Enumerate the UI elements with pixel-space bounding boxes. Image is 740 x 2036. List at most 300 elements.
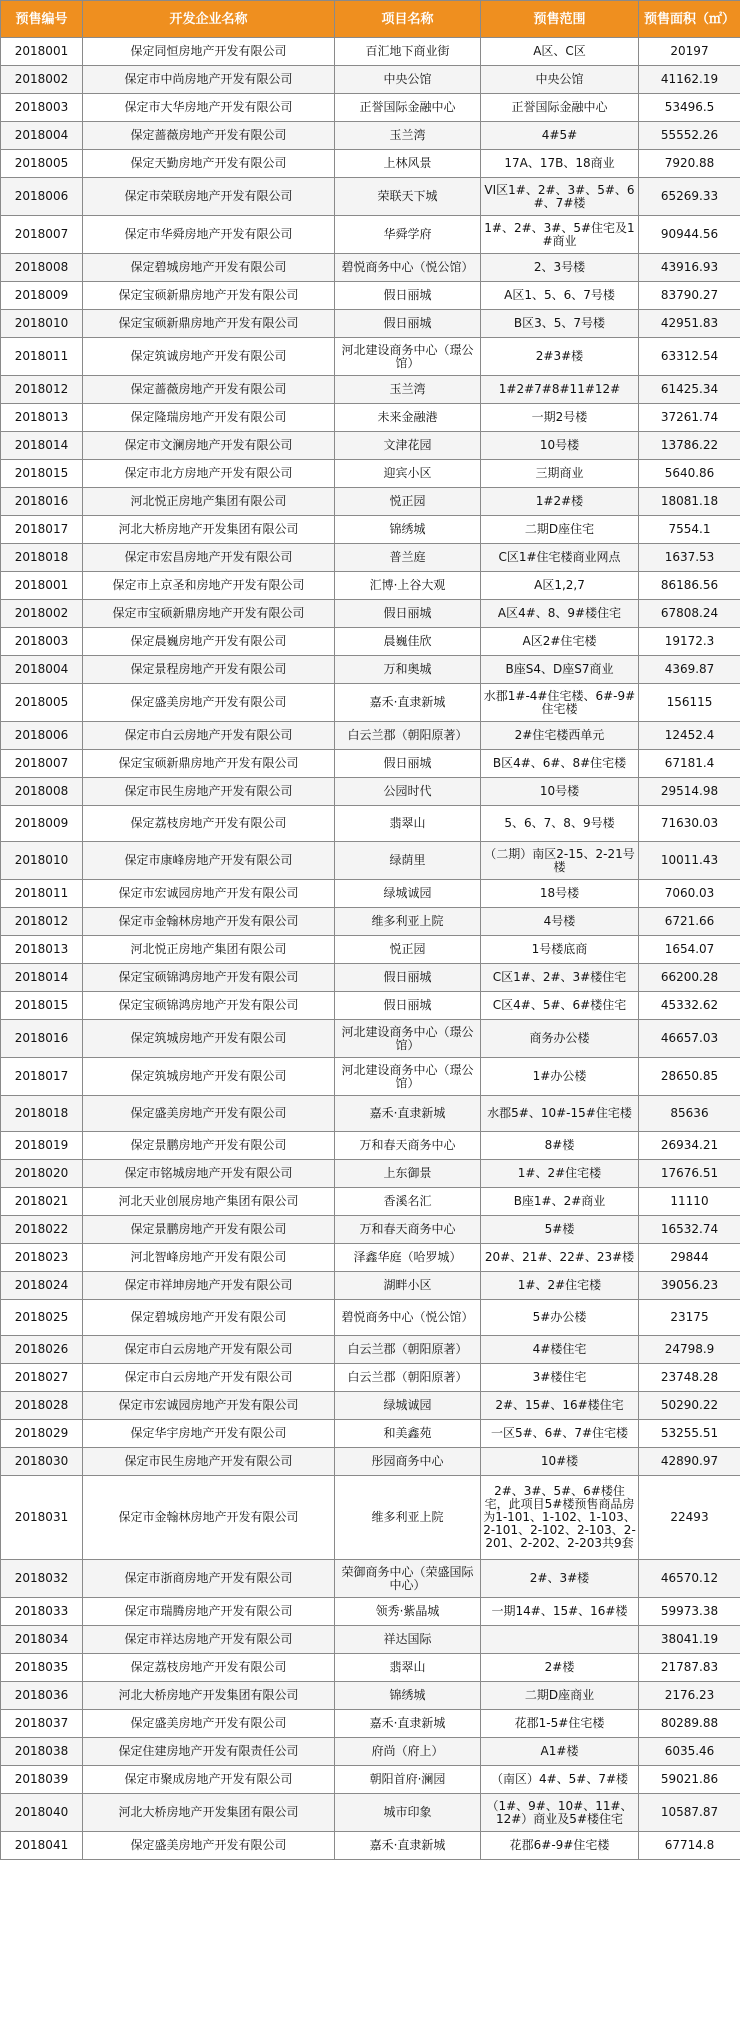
cell-project: 府尚（府上）: [335, 1738, 481, 1766]
cell-project: 汇博·上谷大观: [335, 572, 481, 600]
cell-area: 6035.46: [639, 1738, 740, 1766]
table-row: [1, 432, 740, 460]
cell-scope: 中央公馆: [481, 66, 639, 94]
cell-project: 荣御商务中心（荣盛国际中心）: [335, 1560, 481, 1598]
cell-presale-id: 2018023: [1, 1244, 83, 1272]
table-row: [1, 656, 740, 684]
cell-scope: （南区）4#、5#、7#楼: [481, 1766, 639, 1794]
cell-scope: 正誉国际金融中心: [481, 94, 639, 122]
cell-presale-id: 2018012: [1, 376, 83, 404]
cell-project: 维多利亚上院: [335, 908, 481, 936]
cell-company: 保定市祥坤房地产开发有限公司: [83, 1272, 335, 1300]
cell-scope: 17A、17B、18商业: [481, 150, 639, 178]
cell-presale-id: 2018040: [1, 1794, 83, 1832]
cell-presale-id: 2018014: [1, 432, 83, 460]
cell-area: 16532.74: [639, 1216, 740, 1244]
cell-presale-id: 2018013: [1, 936, 83, 964]
cell-company: 保定盛美房地产开发有限公司: [83, 1832, 335, 1860]
cell-project: 晨巍佳欣: [335, 628, 481, 656]
cell-company: 保定市白云房地产开发有限公司: [83, 1364, 335, 1392]
table-row: [1, 1448, 740, 1476]
table-row: [1, 216, 740, 254]
cell-presale-id: 2018004: [1, 122, 83, 150]
cell-area: 45332.62: [639, 992, 740, 1020]
cell-company: 保定宝硕锦鸿房地产开发有限公司: [83, 964, 335, 992]
cell-project: 绿城诚园: [335, 1392, 481, 1420]
table-row: [1, 1132, 740, 1160]
cell-scope: 1#办公楼: [481, 1058, 639, 1096]
table-row: [1, 1766, 740, 1794]
cell-scope: VI区1#、2#、3#、5#、6#、7#楼: [481, 178, 639, 216]
table-row: [1, 150, 740, 178]
cell-project: 和美鑫苑: [335, 1420, 481, 1448]
cell-project: 假日丽城: [335, 282, 481, 310]
cell-project: 荣联天下城: [335, 178, 481, 216]
cell-area: 86186.56: [639, 572, 740, 600]
cell-scope: C区1#住宅楼商业网点: [481, 544, 639, 572]
cell-presale-id: 2018014: [1, 964, 83, 992]
cell-company: 河北天业创展房地产集团有限公司: [83, 1188, 335, 1216]
cell-project: 迎宾小区: [335, 460, 481, 488]
table-row: [1, 1710, 740, 1738]
cell-company: 保定盛美房地产开发有限公司: [83, 1096, 335, 1132]
cell-project: 锦绣城: [335, 1682, 481, 1710]
cell-area: 7920.88: [639, 150, 740, 178]
table-row: [1, 338, 740, 376]
cell-scope: 水郡1#-4#住宅楼、6#-9#住宅楼: [481, 684, 639, 722]
cell-scope: 商务办公楼: [481, 1020, 639, 1058]
cell-company: 保定景鹏房地产开发有限公司: [83, 1216, 335, 1244]
header-project: 项目名称: [335, 1, 481, 38]
cell-project: 绿荫里: [335, 842, 481, 880]
cell-company: 河北悦正房地产集团有限公司: [83, 936, 335, 964]
cell-area: 11110: [639, 1188, 740, 1216]
cell-area: 4369.87: [639, 656, 740, 684]
cell-presale-id: 2018027: [1, 1364, 83, 1392]
cell-company: 保定荔枝房地产开发有限公司: [83, 1654, 335, 1682]
table-row: [1, 544, 740, 572]
cell-presale-id: 2018010: [1, 310, 83, 338]
cell-scope: 5、6、7、8、9号楼: [481, 806, 639, 842]
cell-area: 6721.66: [639, 908, 740, 936]
cell-company: 保定市文澜房地产开发有限公司: [83, 432, 335, 460]
cell-scope: 2#、3#楼: [481, 1560, 639, 1598]
cell-company: 保定景程房地产开发有限公司: [83, 656, 335, 684]
cell-scope: C区1#、2#、3#楼住宅: [481, 964, 639, 992]
cell-scope: 20#、21#、22#、23#楼: [481, 1244, 639, 1272]
cell-scope: 3#楼住宅: [481, 1364, 639, 1392]
cell-presale-id: 2018036: [1, 1682, 83, 1710]
cell-project: 嘉禾·直隶新城: [335, 1710, 481, 1738]
cell-area: 38041.19: [639, 1626, 740, 1654]
cell-project: 正誉国际金融中心: [335, 94, 481, 122]
table-row: [1, 806, 740, 842]
cell-project: 翡翠山: [335, 806, 481, 842]
cell-scope: 2、3号楼: [481, 254, 639, 282]
cell-scope: C区4#、5#、6#楼住宅: [481, 992, 639, 1020]
cell-scope: 1#2#楼: [481, 488, 639, 516]
cell-area: 59973.38: [639, 1598, 740, 1626]
cell-scope: A区、C区: [481, 38, 639, 66]
cell-area: 67808.24: [639, 600, 740, 628]
cell-presale-id: 2018022: [1, 1216, 83, 1244]
table-row: [1, 778, 740, 806]
cell-area: 23175: [639, 1300, 740, 1336]
cell-area: 29514.98: [639, 778, 740, 806]
cell-presale-id: 2018009: [1, 282, 83, 310]
cell-presale-id: 2018031: [1, 1476, 83, 1560]
cell-area: 42890.97: [639, 1448, 740, 1476]
cell-area: 7554.1: [639, 516, 740, 544]
cell-presale-id: 2018016: [1, 488, 83, 516]
cell-project: 锦绣城: [335, 516, 481, 544]
cell-project: 白云兰郡（朝阳原著）: [335, 722, 481, 750]
cell-presale-id: 2018015: [1, 992, 83, 1020]
cell-presale-id: 2018029: [1, 1420, 83, 1448]
cell-project: 香溪名汇: [335, 1188, 481, 1216]
cell-area: 43916.93: [639, 254, 740, 282]
cell-company: 保定市聚成房地产开发有限公司: [83, 1766, 335, 1794]
cell-company: 保定市康峰房地产开发有限公司: [83, 842, 335, 880]
table-row: [1, 880, 740, 908]
cell-company: 保定华宇房地产开发有限公司: [83, 1420, 335, 1448]
cell-company: 保定市浙商房地产开发有限公司: [83, 1560, 335, 1598]
cell-company: 保定盛美房地产开发有限公司: [83, 684, 335, 722]
cell-scope: 三期商业: [481, 460, 639, 488]
cell-presale-id: 2018004: [1, 656, 83, 684]
cell-presale-id: 2018024: [1, 1272, 83, 1300]
cell-presale-id: 2018010: [1, 842, 83, 880]
cell-area: 66200.28: [639, 964, 740, 992]
table-body: [1, 38, 740, 1860]
table-row: [1, 1738, 740, 1766]
table-row: [1, 908, 740, 936]
table-row: [1, 1096, 740, 1132]
header-area: 预售面积（㎡）: [639, 1, 740, 38]
cell-scope: 4号楼: [481, 908, 639, 936]
cell-area: 17676.51: [639, 1160, 740, 1188]
cell-scope: 8#楼: [481, 1132, 639, 1160]
table-row: [1, 1272, 740, 1300]
cell-scope: 二期D座商业: [481, 1682, 639, 1710]
cell-presale-id: 2018028: [1, 1392, 83, 1420]
cell-area: 156115: [639, 684, 740, 722]
cell-company: 河北大桥房地产开发集团有限公司: [83, 1682, 335, 1710]
cell-presale-id: 2018015: [1, 460, 83, 488]
cell-presale-id: 2018007: [1, 750, 83, 778]
cell-project: 白云兰郡（朝阳原著）: [335, 1336, 481, 1364]
cell-scope: 2#住宅楼西单元: [481, 722, 639, 750]
cell-area: 61425.34: [639, 376, 740, 404]
cell-scope: 10号楼: [481, 778, 639, 806]
cell-project: 河北建设商务中心（璟公馆）: [335, 338, 481, 376]
cell-scope: 花郡1-5#住宅楼: [481, 1710, 639, 1738]
cell-presale-id: 2018025: [1, 1300, 83, 1336]
cell-area: 46657.03: [639, 1020, 740, 1058]
cell-scope: 一期2号楼: [481, 404, 639, 432]
cell-project: 嘉禾·直隶新城: [335, 1832, 481, 1860]
cell-scope: B区3、5、7号楼: [481, 310, 639, 338]
cell-area: 71630.03: [639, 806, 740, 842]
cell-project: 万和奥城: [335, 656, 481, 684]
table-row: [1, 722, 740, 750]
cell-company: 河北悦正房地产集团有限公司: [83, 488, 335, 516]
cell-project: 城市印象: [335, 1794, 481, 1832]
cell-project: 假日丽城: [335, 600, 481, 628]
cell-project: 上东御景: [335, 1160, 481, 1188]
cell-company: 保定筑城房地产开发有限公司: [83, 1058, 335, 1096]
table-row: [1, 1364, 740, 1392]
cell-presale-id: 2018011: [1, 338, 83, 376]
cell-area: 1637.53: [639, 544, 740, 572]
cell-project: 河北建设商务中心（璟公馆）: [335, 1020, 481, 1058]
cell-project: 碧悦商务中心（悦公馆）: [335, 1300, 481, 1336]
cell-area: 12452.4: [639, 722, 740, 750]
cell-company: 保定市荣联房地产开发有限公司: [83, 178, 335, 216]
cell-project: 泽鑫华庭（哈罗城）: [335, 1244, 481, 1272]
cell-presale-id: 2018009: [1, 806, 83, 842]
cell-company: 保定筑诚房地产开发有限公司: [83, 338, 335, 376]
cell-scope: 5#楼: [481, 1216, 639, 1244]
cell-project: 万和春天商务中心: [335, 1216, 481, 1244]
cell-presale-id: 2018012: [1, 908, 83, 936]
cell-company: 保定盛美房地产开发有限公司: [83, 1710, 335, 1738]
cell-presale-id: 2018026: [1, 1336, 83, 1364]
cell-project: 万和春天商务中心: [335, 1132, 481, 1160]
cell-company: 保定市祥达房地产开发有限公司: [83, 1626, 335, 1654]
cell-presale-id: 2018017: [1, 1058, 83, 1096]
table-row: [1, 122, 740, 150]
cell-presale-id: 2018008: [1, 254, 83, 282]
cell-scope: A区2#住宅楼: [481, 628, 639, 656]
cell-presale-id: 2018038: [1, 1738, 83, 1766]
cell-presale-id: 2018032: [1, 1560, 83, 1598]
cell-presale-id: 2018017: [1, 516, 83, 544]
cell-company: 保定市北方房地产开发有限公司: [83, 460, 335, 488]
cell-project: 玉兰湾: [335, 376, 481, 404]
cell-project: 悦正园: [335, 936, 481, 964]
table-row: [1, 94, 740, 122]
cell-company: 保定市中尚房地产开发有限公司: [83, 66, 335, 94]
table-row: [1, 282, 740, 310]
cell-project: 假日丽城: [335, 310, 481, 338]
cell-area: 63312.54: [639, 338, 740, 376]
cell-presale-id: 2018041: [1, 1832, 83, 1860]
table-row: [1, 1336, 740, 1364]
cell-presale-id: 2018019: [1, 1132, 83, 1160]
cell-company: 保定碧城房地产开发有限公司: [83, 1300, 335, 1336]
cell-company: 保定市白云房地产开发有限公司: [83, 1336, 335, 1364]
cell-presale-id: 2018008: [1, 778, 83, 806]
cell-company: 保定市大华房地产开发有限公司: [83, 94, 335, 122]
cell-company: 保定市上京圣和房地产开发有限公司: [83, 572, 335, 600]
table-row: [1, 254, 740, 282]
cell-area: 83790.27: [639, 282, 740, 310]
cell-project: 悦正园: [335, 488, 481, 516]
header-company: 开发企业名称: [83, 1, 335, 38]
cell-area: 28650.85: [639, 1058, 740, 1096]
cell-project: 中央公馆: [335, 66, 481, 94]
cell-scope: 1#2#7#8#11#12#: [481, 376, 639, 404]
cell-scope: A区1,2,7: [481, 572, 639, 600]
cell-area: 59021.86: [639, 1766, 740, 1794]
cell-presale-id: 2018013: [1, 404, 83, 432]
cell-presale-id: 2018001: [1, 38, 83, 66]
cell-project: 白云兰郡（朝阳原著）: [335, 1364, 481, 1392]
cell-presale-id: 2018005: [1, 150, 83, 178]
table-row: [1, 178, 740, 216]
table-row: [1, 964, 740, 992]
cell-area: 10011.43: [639, 842, 740, 880]
table-row: [1, 936, 740, 964]
table-row: [1, 1598, 740, 1626]
cell-project: 碧悦商务中心（悦公馆）: [335, 254, 481, 282]
table-row: [1, 66, 740, 94]
cell-area: 67714.8: [639, 1832, 740, 1860]
cell-presale-id: 2018006: [1, 178, 83, 216]
cell-project: 翡翠山: [335, 1654, 481, 1682]
cell-presale-id: 2018020: [1, 1160, 83, 1188]
cell-presale-id: 2018001: [1, 572, 83, 600]
cell-scope: 水郡5#、10#-15#住宅楼: [481, 1096, 639, 1132]
table-row: [1, 600, 740, 628]
cell-area: 65269.33: [639, 178, 740, 216]
table-row: [1, 572, 740, 600]
cell-scope: 4#楼住宅: [481, 1336, 639, 1364]
cell-project: 湖畔小区: [335, 1272, 481, 1300]
cell-scope: B座1#、2#商业: [481, 1188, 639, 1216]
cell-scope: B区4#、6#、8#住宅楼: [481, 750, 639, 778]
cell-area: 39056.23: [639, 1272, 740, 1300]
cell-area: 10587.87: [639, 1794, 740, 1832]
cell-company: 保定市民生房地产开发有限公司: [83, 1448, 335, 1476]
cell-scope: 1#、2#住宅楼: [481, 1160, 639, 1188]
cell-project: 绿城诚园: [335, 880, 481, 908]
cell-presale-id: 2018002: [1, 600, 83, 628]
cell-scope: 1#、2#、3#、5#住宅及1#商业: [481, 216, 639, 254]
cell-area: 67181.4: [639, 750, 740, 778]
cell-scope: 10号楼: [481, 432, 639, 460]
table-row: [1, 1188, 740, 1216]
cell-scope: A区4#、8、9#楼住宅: [481, 600, 639, 628]
table-row: [1, 1476, 740, 1560]
table-row: [1, 992, 740, 1020]
cell-area: 1654.07: [639, 936, 740, 964]
cell-company: 保定市金翰林房地产开发有限公司: [83, 1476, 335, 1560]
cell-scope: 花郡6#-9#住宅楼: [481, 1832, 639, 1860]
cell-scope: 2#、15#、16#楼住宅: [481, 1392, 639, 1420]
cell-area: 7060.03: [639, 880, 740, 908]
cell-scope: A1#楼: [481, 1738, 639, 1766]
table-row: [1, 38, 740, 66]
cell-presale-id: 2018018: [1, 1096, 83, 1132]
cell-area: 41162.19: [639, 66, 740, 94]
cell-area: 20197: [639, 38, 740, 66]
cell-company: 保定蔷薇房地产开发有限公司: [83, 376, 335, 404]
cell-presale-id: 2018016: [1, 1020, 83, 1058]
cell-area: 23748.28: [639, 1364, 740, 1392]
cell-presale-id: 2018005: [1, 684, 83, 722]
header-scope: 预售范围: [481, 1, 639, 38]
cell-area: 90944.56: [639, 216, 740, 254]
table-row: [1, 1058, 740, 1096]
cell-project: 假日丽城: [335, 964, 481, 992]
cell-area: 26934.21: [639, 1132, 740, 1160]
cell-project: 华舜学府: [335, 216, 481, 254]
cell-area: 80289.88: [639, 1710, 740, 1738]
cell-company: 保定宝硕新鼎房地产开发有限公司: [83, 310, 335, 338]
table-row: [1, 1832, 740, 1860]
cell-company: 保定市宏诚园房地产开发有限公司: [83, 880, 335, 908]
cell-presale-id: 2018039: [1, 1766, 83, 1794]
table-row: [1, 516, 740, 544]
cell-scope: 1号楼底商: [481, 936, 639, 964]
table-row: [1, 1654, 740, 1682]
cell-scope: 二期D座住宅: [481, 516, 639, 544]
cell-presale-id: 2018002: [1, 66, 83, 94]
cell-area: 21787.83: [639, 1654, 740, 1682]
cell-company: 保定宝硕新鼎房地产开发有限公司: [83, 282, 335, 310]
cell-presale-id: 2018011: [1, 880, 83, 908]
cell-scope: 18号楼: [481, 880, 639, 908]
cell-scope: （二期）南区2-15、2-21号楼: [481, 842, 639, 880]
cell-company: 保定荔枝房地产开发有限公司: [83, 806, 335, 842]
cell-company: 保定市华舜房地产开发有限公司: [83, 216, 335, 254]
cell-project: 河北建设商务中心（璟公馆）: [335, 1058, 481, 1096]
table-row: [1, 1626, 740, 1654]
cell-scope: 2#、3#、5#、6#楼住宅，此项目5#楼预售商品房为1-101、1-102、1-103、2-101、2-102、2-103、2-201、2-202、2-203共9套: [481, 1476, 639, 1560]
cell-area: 37261.74: [639, 404, 740, 432]
cell-area: 29844: [639, 1244, 740, 1272]
cell-area: 18081.18: [639, 488, 740, 516]
cell-project: 嘉禾·直隶新城: [335, 1096, 481, 1132]
cell-presale-id: 2018033: [1, 1598, 83, 1626]
cell-project: 文津花园: [335, 432, 481, 460]
cell-scope: 5#办公楼: [481, 1300, 639, 1336]
table-row: [1, 684, 740, 722]
cell-area: 53496.5: [639, 94, 740, 122]
table-row: [1, 628, 740, 656]
cell-presale-id: 2018030: [1, 1448, 83, 1476]
cell-area: 13786.22: [639, 432, 740, 460]
cell-area: 46570.12: [639, 1560, 740, 1598]
cell-area: 53255.51: [639, 1420, 740, 1448]
cell-company: 保定筑城房地产开发有限公司: [83, 1020, 335, 1058]
cell-company: 保定天勤房地产开发有限公司: [83, 150, 335, 178]
cell-company: 保定市金翰林房地产开发有限公司: [83, 908, 335, 936]
cell-company: 保定蔷薇房地产开发有限公司: [83, 122, 335, 150]
cell-company: 保定景鹏房地产开发有限公司: [83, 1132, 335, 1160]
cell-company: 保定市宏诚园房地产开发有限公司: [83, 1392, 335, 1420]
cell-project: 领秀·紫晶城: [335, 1598, 481, 1626]
table-row: [1, 1160, 740, 1188]
cell-company: 保定隆瑞房地产开发有限公司: [83, 404, 335, 432]
cell-project: 维多利亚上院: [335, 1476, 481, 1560]
cell-company: 保定市民生房地产开发有限公司: [83, 778, 335, 806]
cell-area: 55552.26: [639, 122, 740, 150]
table-row: [1, 1020, 740, 1058]
header-presale-id: 预售编号: [1, 1, 83, 38]
cell-project: 公园时代: [335, 778, 481, 806]
cell-project: 假日丽城: [335, 750, 481, 778]
table-row: [1, 488, 740, 516]
cell-presale-id: 2018003: [1, 628, 83, 656]
cell-company: 保定市瑞腾房地产开发有限公司: [83, 1598, 335, 1626]
table-row: [1, 1216, 740, 1244]
table-row: [1, 1560, 740, 1598]
cell-scope: 10#楼: [481, 1448, 639, 1476]
cell-presale-id: 2018034: [1, 1626, 83, 1654]
